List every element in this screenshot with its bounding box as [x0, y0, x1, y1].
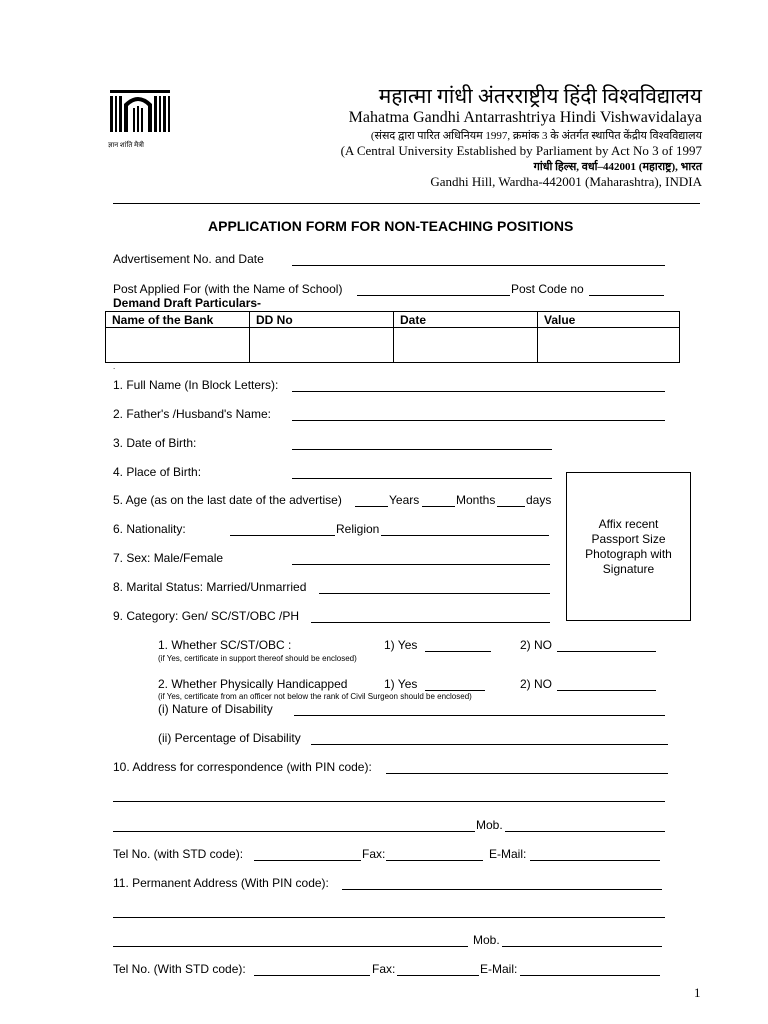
dd-header-date: Date	[394, 312, 538, 328]
disability-nature-label: (i) Nature of Disability	[158, 702, 273, 716]
post-applied-field[interactable]	[357, 295, 510, 296]
mob-label: Mob.	[476, 818, 503, 832]
ph-no-label: 2) NO	[520, 677, 553, 691]
post-applied-label: Post Applied For (with the Name of School)	[113, 282, 343, 296]
post-code-label: Post Code no	[511, 282, 584, 296]
fax-label: Fax:	[362, 847, 386, 861]
photo-line-4: Signature	[602, 561, 655, 576]
sc-yes-field[interactable]	[425, 651, 491, 652]
post-code-field[interactable]	[589, 295, 664, 296]
sc-question: 1. Whether SC/ST/OBC :	[158, 638, 292, 652]
permanent-field-1[interactable]	[342, 889, 662, 890]
ph-no-field[interactable]	[557, 690, 656, 691]
ph-yes-field[interactable]	[425, 690, 485, 691]
fax-field[interactable]	[386, 860, 483, 861]
pob-field[interactable]	[292, 478, 552, 479]
dob-field[interactable]	[292, 449, 552, 450]
email-field[interactable]	[530, 860, 660, 861]
tel-field[interactable]	[254, 860, 361, 861]
mob-field[interactable]	[505, 831, 665, 832]
demand-draft-heading: Demand Draft Particulars-	[113, 296, 262, 310]
marital-label: 8. Marital Status: Married/Unmarried	[113, 580, 307, 594]
category-label: 9. Category: Gen/ SC/ST/OBC /PH	[113, 609, 300, 623]
tel-label: Tel No. (with STD code):	[113, 847, 244, 861]
ph-question: 2. Whether Physically Handicapped	[158, 677, 348, 691]
hindi-address-line: गांधी हिल्स, वर्धा–442001 (महाराष्ट्र), भारत	[533, 161, 702, 173]
disability-percent-label: (ii) Percentage of Disability	[158, 731, 301, 745]
email2-label: E-Mail:	[480, 962, 518, 976]
dob-label: 3. Date of Birth:	[113, 436, 197, 450]
tel2-field[interactable]	[254, 975, 370, 976]
age-months-label: Months	[456, 493, 496, 507]
logo-motto: ज्ञान शांति मैत्री	[108, 141, 144, 149]
permanent-field-3[interactable]	[113, 946, 468, 947]
fax2-label: Fax:	[372, 962, 396, 976]
demand-draft-table	[105, 311, 680, 363]
pob-label: 4. Place of Birth:	[113, 465, 202, 479]
ph-yes-label: 1) Yes	[384, 677, 418, 691]
address-field-1[interactable]	[386, 773, 668, 774]
dd-cell-bank[interactable]	[106, 328, 250, 363]
age-years-label: Years	[389, 493, 420, 507]
mob2-field[interactable]	[502, 946, 662, 947]
tel2-label: Tel No. (With STD code):	[113, 962, 246, 976]
age-label: 5. Age (as on the last date of the advertise)	[113, 493, 342, 507]
dd-header-bank: Name of the Bank	[106, 312, 250, 328]
sex-label: 7. Sex: Male/Female	[113, 551, 224, 565]
stray-dot: .	[113, 362, 116, 371]
full-name-label: 1. Full Name (In Block Letters):	[113, 378, 279, 392]
permanent-field-2[interactable]	[113, 917, 665, 918]
dd-cell-date[interactable]	[394, 328, 538, 363]
photo-box	[566, 472, 691, 621]
english-established-line: (A Central University Established by Parliament by Act No 3 of 1997	[340, 143, 702, 158]
mob2-label: Mob.	[473, 933, 500, 947]
religion-field[interactable]	[381, 535, 549, 536]
religion-label: Religion	[336, 522, 380, 536]
dd-cell-ddno[interactable]	[250, 328, 394, 363]
photo-line-2: Passport Size	[591, 531, 666, 546]
dd-cell-value[interactable]	[538, 328, 680, 363]
permanent-label: 11. Permanent Address (With PIN code):	[113, 876, 329, 890]
age-months-field[interactable]	[422, 506, 455, 507]
header-divider	[113, 203, 700, 204]
disability-nature-field[interactable]	[294, 715, 665, 716]
dd-header-value: Value	[538, 312, 680, 328]
photo-line-3: Photograph with	[585, 546, 672, 561]
page-number: 1	[694, 985, 701, 1000]
sex-field[interactable]	[292, 564, 550, 565]
address-field-3[interactable]	[113, 831, 475, 832]
category-field[interactable]	[311, 622, 550, 623]
english-title: Mahatma Gandhi Antarrashtriya Hindi Vishwavidalaya	[348, 109, 702, 126]
advertisement-field[interactable]	[292, 265, 665, 266]
father-name-field[interactable]	[292, 420, 665, 421]
sc-no-label: 2) NO	[520, 638, 553, 652]
full-name-field[interactable]	[292, 391, 665, 392]
dd-header-ddno: DD No	[250, 312, 394, 328]
university-logo	[108, 88, 176, 148]
age-days-label: days	[526, 493, 552, 507]
address-label: 10. Address for correspondence (with PIN code):	[113, 760, 372, 774]
sc-note: (if Yes, certificate in support thereof should be enclosed)	[158, 654, 357, 663]
sc-no-field[interactable]	[557, 651, 656, 652]
nationality-label: 6. Nationality:	[113, 522, 186, 536]
father-name-label: 2. Father's /Husband's Name:	[113, 407, 271, 421]
email2-field[interactable]	[520, 975, 660, 976]
sc-yes-label: 1) Yes	[384, 638, 418, 652]
logo-emblem-icon	[108, 88, 176, 134]
nationality-field[interactable]	[230, 535, 335, 536]
english-address-line: Gandhi Hill, Wardha-442001 (Maharashtra), INDIA	[430, 174, 702, 189]
email-label: E-Mail:	[489, 847, 527, 861]
address-field-2[interactable]	[113, 801, 665, 802]
hindi-title: महात्मा गांधी अंतरराष्ट्रीय हिंदी विश्वविद्यालय	[378, 84, 702, 108]
advertisement-label: Advertisement No. and Date	[113, 252, 264, 266]
disability-percent-field[interactable]	[311, 744, 668, 745]
hindi-established-line: (संसद द्वारा पारित अधिनियम 1997, क्रमांक 3 के अंतर्गत स्थापित केंद्रीय विश्वविद्यालय	[370, 130, 702, 142]
age-years-field[interactable]	[355, 506, 388, 507]
marital-field[interactable]	[319, 593, 550, 594]
photo-line-1: Affix recent	[598, 516, 659, 531]
form-title: APPLICATION FORM FOR NON-TEACHING POSITIONS	[208, 218, 574, 234]
ph-note: (if Yes, certificate from an officer not below the rank of Civil Surgeon should be enclosed)	[158, 692, 472, 701]
age-days-field[interactable]	[497, 506, 525, 507]
fax2-field[interactable]	[397, 975, 479, 976]
